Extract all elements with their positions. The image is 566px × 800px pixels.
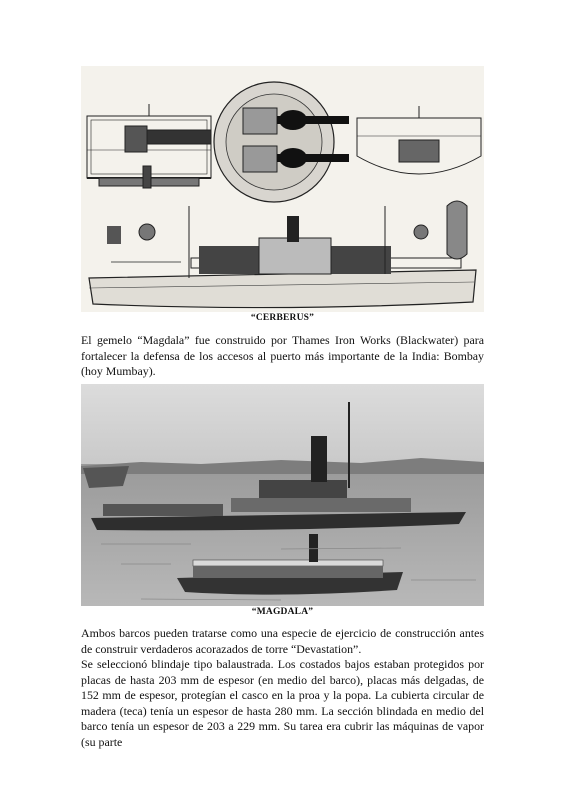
cerberus-plan-illustration	[81, 66, 484, 312]
cerberus-drawing	[81, 66, 484, 312]
paragraph-armor: Se seleccionó blindaje tipo balaustrada. Los costados bajos estaban protegidos por placas de hasta 203 mm de espesor (en medio del barco), placas más delgadas, de 152 mm de espesor, protegían el casco en la proa y la popa. La cubierta circular de madera (teca) tenía un espesor de hasta 280 mm. La sección blindada en medio del barco tenía un espesor de 203 a 229 mm. Su tarea era cubrir las máquinas de vapor (su parte	[81, 657, 484, 749]
magdala-photo	[81, 384, 484, 606]
magdala-caption: “MAGDALA”	[251, 607, 314, 617]
magdala-harbor-illustration	[81, 384, 484, 606]
body-text	[81, 626, 484, 750]
cerberus-caption: “CERBERUS”	[250, 313, 315, 323]
paragraph-magdala-intro: El gemelo “Magdala” fue construido por Thames Iron Works (Blackwater) para fortalecer la defensa de los accesos al puerto más importante de la India: Bombay (hoy Mumbay).	[81, 333, 484, 378]
paragraph-devastation: Ambos barcos pueden tratarse como una especie de ejercicio de construcción antes de construir verdaderos acorazados de torre “Devastation”.	[81, 626, 484, 656]
